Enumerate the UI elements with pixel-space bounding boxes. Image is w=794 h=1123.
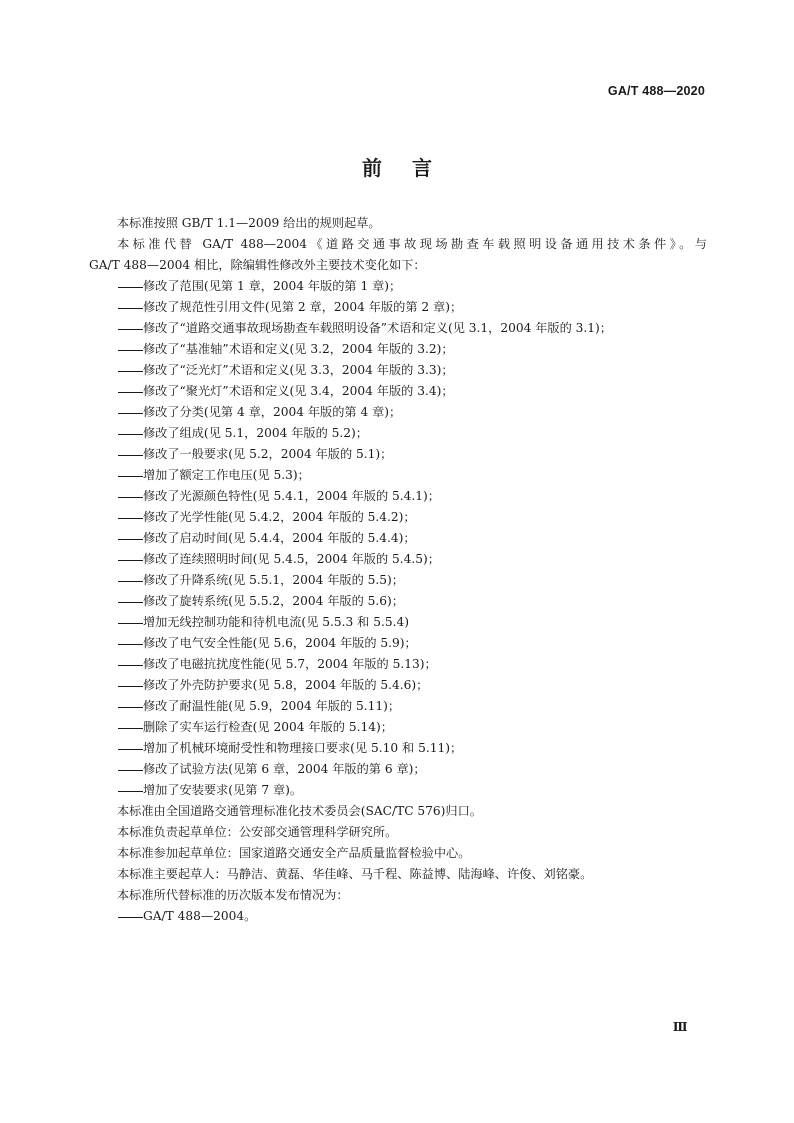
dash-mark	[117, 486, 143, 507]
paragraph-participating-unit: 本标准参加起草单位：国家道路交通安全产品质量监督检验中心。	[117, 846, 471, 860]
change-list-item	[89, 318, 707, 339]
dash-mark	[117, 465, 143, 486]
change-list-item	[89, 423, 707, 444]
dash-mark	[117, 339, 143, 360]
change-item-text: 增加了安装要求(见第 7 章)。	[143, 783, 303, 797]
change-item-text: 修改了一般要求(见 5.2，2004 年版的 5.1)；	[143, 447, 393, 461]
paragraph-committee: 本标准由全国道路交通管理标准化技术委员会(SAC/TC 576)归口。	[117, 804, 482, 818]
paragraph-replacement-cont: GA/T 488—2004 相比，除编辑性修改外主要技术变化如下：	[89, 258, 426, 272]
dash-mark	[117, 654, 143, 675]
change-item-text: 修改了范围(见第 1 章，2004 年版的第 1 章)；	[143, 279, 402, 293]
change-list-item	[89, 360, 707, 381]
change-item-text: 修改了连续照明时间(见 5.4.5，2004 年版的 5.4.5)；	[143, 552, 440, 566]
dash-mark	[117, 549, 143, 570]
dash-mark	[117, 402, 143, 423]
dash-mark	[117, 297, 143, 318]
dash-mark	[117, 759, 143, 780]
paragraph-drafters: 本标准主要起草人：马静洁、黄磊、华佳峰、马千程、陈益博、陆海峰、许俊、刘铭豪。	[117, 867, 593, 881]
change-item-text: 修改了分类(见第 4 章，2004 年版的第 4 章)；	[143, 405, 402, 419]
change-item-text: 修改了“泛光灯”术语和定义(见 3.3，2004 年版的 3.3)；	[143, 363, 454, 377]
change-list-item	[89, 339, 707, 360]
dash-mark	[117, 276, 143, 297]
dash-mark	[117, 591, 143, 612]
change-list-item	[89, 507, 707, 528]
change-item-text: 修改了“聚光灯”术语和定义(见 3.4，2004 年版的 3.4)；	[143, 384, 454, 398]
dash-mark	[117, 360, 143, 381]
change-item-text: 增加无线控制功能和待机电流(见 5.5.3 和 5.5.4)	[143, 615, 409, 629]
dash-mark	[117, 696, 143, 717]
change-item-text: 增加了机械环境耐受性和物理接口要求(见 5.10 和 5.11)；	[143, 741, 463, 755]
change-list-item	[89, 654, 707, 675]
dash-mark	[117, 444, 143, 465]
change-list-item	[89, 549, 707, 570]
paragraph-drafting-rules: 本标准按照 GB/T 1.1—2009 给出的规则起草。	[117, 216, 381, 230]
change-list-item	[89, 780, 707, 801]
change-item-text: 修改了耐温性能(见 5.9，2004 年版的 5.11)；	[143, 699, 401, 713]
change-list-item	[89, 570, 707, 591]
change-list-item	[89, 402, 707, 423]
dash-mark	[117, 906, 143, 927]
dash-mark	[117, 717, 143, 738]
change-item-text: 修改了“基准轴”术语和定义(见 3.2，2004 年版的 3.2)；	[143, 342, 454, 356]
change-item-text: 修改了试验方法(见第 6 章，2004 年版的第 6 章)；	[143, 762, 426, 776]
change-item-text: 修改了旋转系统(见 5.5.2，2004 年版的 5.6)；	[143, 594, 404, 608]
dash-mark	[117, 633, 143, 654]
dash-mark	[117, 528, 143, 549]
paragraph-history-intro: 本标准所代替标准的历次版本发布情况为：	[117, 888, 349, 902]
change-item-text: 修改了启动时间(见 5.4.4，2004 年版的 5.4.4)；	[143, 531, 416, 545]
change-list-item	[89, 591, 707, 612]
change-item-text: 修改了电磁抗扰度性能(见 5.7，2004 年版的 5.13)；	[143, 657, 437, 671]
change-list-item	[89, 696, 707, 717]
change-item-text: 修改了电气安全性能(见 5.6，2004 年版的 5.9)；	[143, 636, 417, 650]
body-text	[89, 213, 707, 927]
change-item-text: 修改了组成(见 5.1，2004 年版的 5.2)；	[143, 426, 368, 440]
change-item-text: 修改了规范性引用文件(见第 2 章，2004 年版的第 2 章)；	[143, 300, 463, 314]
dash-mark	[117, 612, 143, 633]
dash-mark	[117, 318, 143, 339]
change-list-item	[89, 738, 707, 759]
change-list-item	[89, 486, 707, 507]
change-list-item	[89, 276, 707, 297]
change-list-item	[89, 528, 707, 549]
change-item-text: 修改了外壳防护要求(见 5.8，2004 年版的 5.4.6)；	[143, 678, 429, 692]
change-list-item	[89, 612, 707, 633]
change-item-text: 修改了“道路交通事故现场勘查车载照明设备”术语和定义(见 3.1，2004 年版的 3.1)；	[143, 321, 612, 335]
paragraph-drafting-unit: 本标准负责起草单位：公安部交通管理科学研究所。	[117, 825, 398, 839]
dash-mark	[117, 423, 143, 444]
change-list	[89, 276, 707, 801]
dash-mark	[117, 381, 143, 402]
page-title: 前言	[362, 156, 462, 180]
dash-mark	[117, 738, 143, 759]
change-item-text: 修改了光学性能(见 5.4.2，2004 年版的 5.4.2)；	[143, 510, 416, 524]
change-item-text: 删除了实车运行检查(见 2004 年版的 5.14)；	[143, 720, 393, 734]
dash-mark	[117, 780, 143, 801]
change-list-item	[89, 381, 707, 402]
change-list-item	[89, 633, 707, 654]
page-number: Ⅲ	[672, 1020, 687, 1034]
dash-mark	[117, 570, 143, 591]
dash-mark	[117, 675, 143, 696]
history-list-item	[89, 906, 707, 927]
dash-mark	[117, 507, 143, 528]
standard-code: GA/T 488—2020	[607, 84, 705, 98]
history-item-text: GA/T 488—2004。	[143, 909, 257, 923]
change-list-item	[89, 759, 707, 780]
change-item-text: 修改了升降系统(见 5.5.1，2004 年版的 5.5)；	[143, 573, 404, 587]
change-list-item	[89, 717, 707, 738]
change-list-item	[89, 675, 707, 696]
change-list-item	[89, 297, 707, 318]
change-list-item	[89, 444, 707, 465]
change-item-text: 修改了光源颜色特性(见 5.4.1，2004 年版的 5.4.1)；	[143, 489, 440, 503]
change-item-text: 增加了额定工作电压(见 5.3)；	[143, 468, 310, 482]
paragraph-replacement: 本标准代替 GA/T 488—2004《道路交通事故现场勘查车载照明设备通用技术条件》。与	[117, 237, 707, 251]
change-list-item	[89, 465, 707, 486]
